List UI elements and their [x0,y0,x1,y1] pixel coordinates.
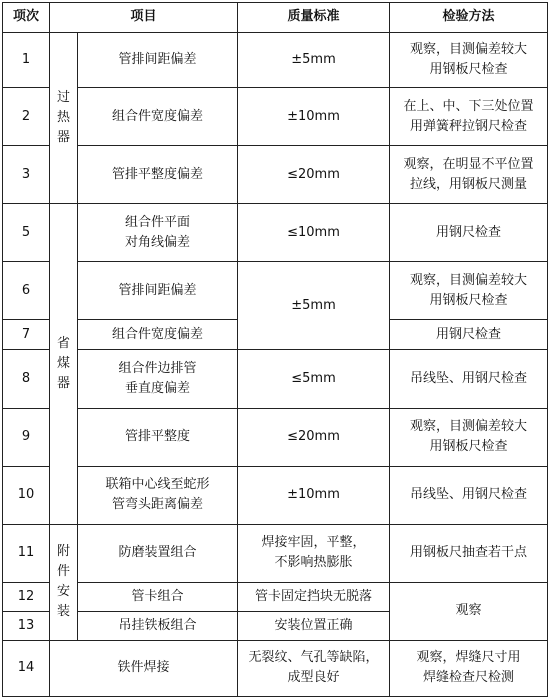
table-row [3,640,548,696]
row-standard: ≤10mm [238,204,390,262]
row-no: 13 [3,611,50,640]
header-method: 检验方法 [390,3,548,33]
row-standard: 安装位置正确 [238,611,390,640]
row-method: 在上、中、下三处位置 用弹簧秤拉钢尺检查 [390,88,548,146]
quality-table [2,2,548,697]
row-no: 8 [3,350,50,408]
header-row [3,3,548,33]
table-row [3,350,548,408]
row-no: 3 [3,146,50,204]
row-no: 10 [3,466,50,524]
table-row [3,146,548,204]
table-row [3,88,548,146]
row-no: 9 [3,408,50,466]
row-no: 12 [3,582,50,611]
row-item: 管排间距偏差 [78,33,238,88]
row-method: 观察，焊缝尺寸用 焊缝检查尺检测 [390,640,548,696]
row-item: 吊挂铁板组合 [78,611,238,640]
table-row [3,466,548,524]
row-method: 观察，目测偏差较大 用钢板尺检查 [390,33,548,88]
row-item: 组合件宽度偏差 [78,88,238,146]
row-standard: 无裂纹、气孔等缺陷， 成型良好 [238,640,390,696]
row-standard: ±10mm [238,88,390,146]
table-row [3,33,548,88]
row-no: 1 [3,33,50,88]
row-item: 管卡组合 [78,582,238,611]
row-method: 观察，在明显不平位置 拉线，用钢板尺测量 [390,146,548,204]
category-superheater: 过 热 器 [50,33,78,204]
row-method: 观察，目测偏差较大 用钢板尺检查 [390,262,548,320]
table-row [3,582,548,611]
row-standard: 焊接牢固，平整， 不影响热膨胀 [238,524,390,582]
row-standard: ±5mm [238,33,390,88]
row-item: 管排平整度偏差 [78,146,238,204]
category-auxiliary: 附 件 安 装 [50,524,78,640]
row-no: 2 [3,88,50,146]
row-method: 观察 [390,582,548,640]
row-item: 铁件焊接 [50,640,238,696]
category-economizer: 省 煤 器 [50,204,78,524]
row-standard: ±5mm [238,262,390,350]
table-row [3,204,548,262]
table-row [3,524,548,582]
row-item: 管排平整度 [78,408,238,466]
row-method: 用钢尺检查 [390,320,548,350]
row-no: 14 [3,640,50,696]
header-standard: 质量标准 [238,3,390,33]
header-no: 项次 [3,3,50,33]
row-item: 组合件平面 对角线偏差 [78,204,238,262]
header-item: 项目 [50,3,238,33]
row-method: 用钢板尺抽查若干点 [390,524,548,582]
row-standard: ±10mm [238,466,390,524]
row-standard: ≤20mm [238,408,390,466]
row-item: 组合件宽度偏差 [78,320,238,350]
row-standard: ≤5mm [238,350,390,408]
row-method: 用钢尺检查 [390,204,548,262]
row-item: 组合件边排管 垂直度偏差 [78,350,238,408]
row-standard: 管卡固定挡块无脱落 [238,582,390,611]
row-item: 联箱中心线至蛇形 管弯头距离偏差 [78,466,238,524]
row-method: 吊线坠、用钢尺检查 [390,466,548,524]
row-no: 6 [3,262,50,320]
row-item: 防磨装置组合 [78,524,238,582]
row-item: 管排间距偏差 [78,262,238,320]
row-no: 11 [3,524,50,582]
row-standard: ≤20mm [238,146,390,204]
table-row [3,408,548,466]
row-no: 7 [3,320,50,350]
row-method: 吊线坠、用钢尺检查 [390,350,548,408]
row-method: 观察，目测偏差较大 用钢板尺检查 [390,408,548,466]
table-row [3,262,548,320]
row-no: 5 [3,204,50,262]
